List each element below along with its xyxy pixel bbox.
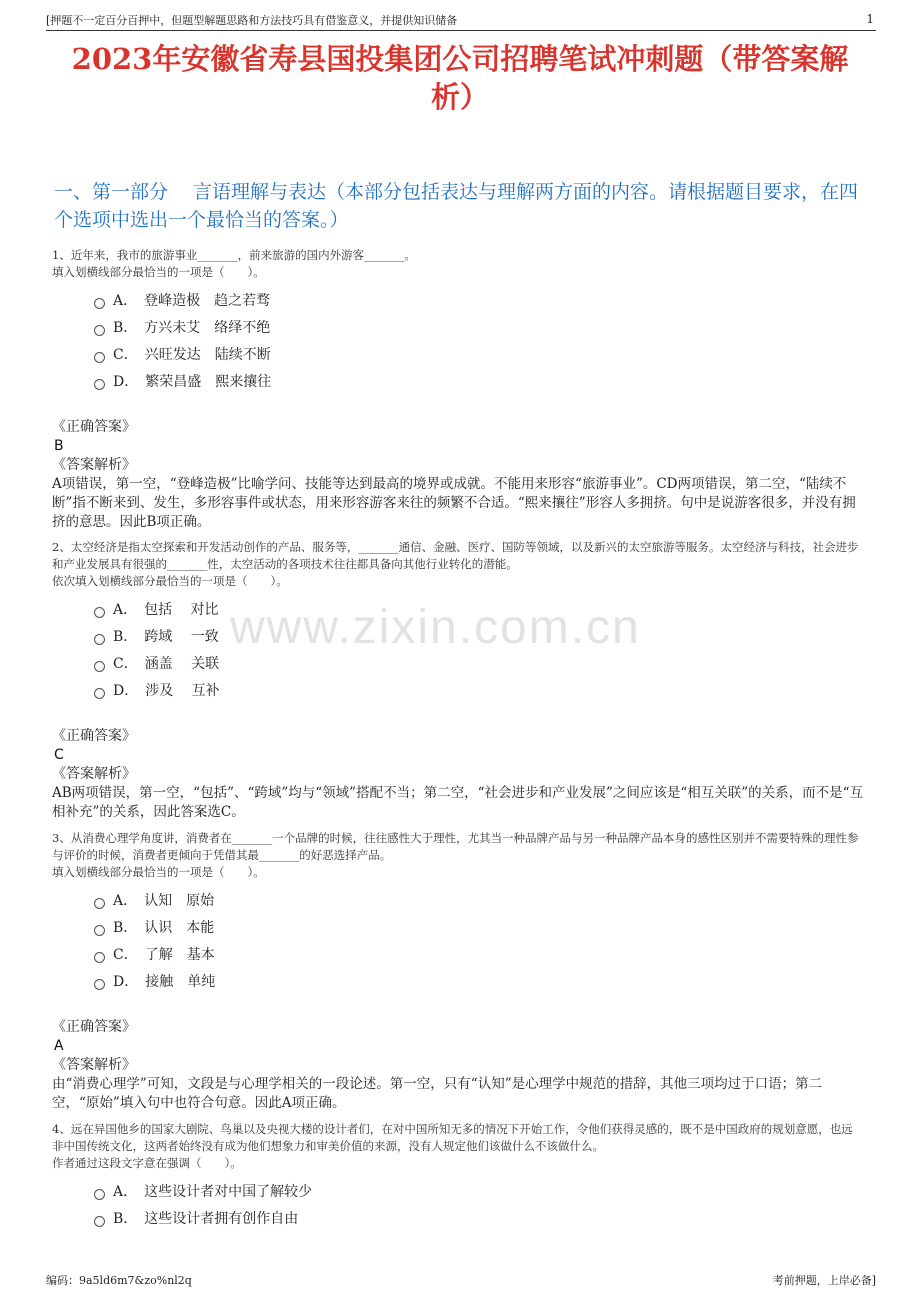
radio-icon[interactable] <box>94 952 105 963</box>
option-a[interactable] <box>94 596 864 623</box>
option-b[interactable] <box>94 914 864 941</box>
document-title: 2023年安徽省寿县国投集团公司招聘笔试冲刺题（带答案解析） <box>71 42 849 114</box>
section-heading: 一、第一部分 言语理解与表达（本部分包括表达与理解两方面的内容。请根据题目要求，在四个选项中选出一个最恰当的答案。） <box>54 181 859 231</box>
analysis-label: 《答案解析》 <box>52 766 136 782</box>
option-a[interactable] <box>94 1178 864 1205</box>
radio-icon[interactable] <box>94 688 105 699</box>
question-2 <box>52 539 864 822</box>
question-stem: 3、从消费心理学角度讲，消费者在_______一个品牌的时候，往往感性大于理性，尤其当一种品牌产品与另一种品牌产品本身的感性区别并不需要特殊的理性参与评价的时候，消费者更倾向于凭借其最_______的好恶选择产品。 <box>52 831 859 862</box>
option-d[interactable] <box>94 677 864 704</box>
option-list <box>94 287 864 395</box>
correct-answer-label: 《正确答案》 <box>52 728 136 744</box>
radio-icon[interactable] <box>94 898 105 909</box>
option-label: A． 认知 原始 <box>113 892 215 909</box>
question-prompt: 填入划横线部分最恰当的一项是（ ）。 <box>52 265 265 279</box>
option-b[interactable] <box>94 314 864 341</box>
option-label: C． 兴旺发达 陆续不断 <box>113 346 271 363</box>
option-label: A． 包括 对比 <box>113 601 219 618</box>
radio-icon[interactable] <box>94 325 105 336</box>
analysis-label: 《答案解析》 <box>52 457 136 473</box>
option-d[interactable] <box>94 968 864 995</box>
radio-icon[interactable] <box>94 298 105 309</box>
question-4 <box>52 1121 864 1232</box>
option-label: D． 接触 单纯 <box>113 973 216 990</box>
radio-icon[interactable] <box>94 634 105 645</box>
option-list <box>94 1178 864 1232</box>
watermark: www.zixin.com.cn <box>230 601 641 654</box>
option-a[interactable] <box>94 287 864 314</box>
question-stem: 2、太空经济是指太空探索和开发活动创作的产品、服务等，_______通信、金融、医疗、国防等领域，以及新兴的太空旅游等服务。太空经济与科技，社会进步和产业发展具有很强的_______性，太空活动的各项技术往往都具备向其他行业转化的潜能。 <box>52 540 859 571</box>
option-label: B． 认识 本能 <box>113 919 215 936</box>
option-label: C． 涵盖 关联 <box>113 655 220 672</box>
radio-icon[interactable] <box>94 661 105 672</box>
option-c[interactable] <box>94 941 864 968</box>
question-prompt: 填入划横线部分最恰当的一项是（ ）。 <box>52 865 265 879</box>
question-1 <box>52 247 864 532</box>
footer-slogan: 考前押题，上岸必备] <box>772 1274 876 1287</box>
option-label: A． 这些设计者对中国了解较少 <box>113 1183 313 1200</box>
option-label: B． 方兴未艾 络绎不绝 <box>113 319 271 336</box>
option-label: A． 登峰造极 趋之若骛 <box>113 292 271 309</box>
question-3 <box>52 830 864 1113</box>
option-a[interactable] <box>94 887 864 914</box>
correct-answer-label: 《正确答案》 <box>52 419 136 435</box>
option-c[interactable] <box>94 341 864 368</box>
correct-answer: B <box>54 438 64 454</box>
option-list <box>94 887 864 995</box>
option-b[interactable] <box>94 623 864 650</box>
answer-analysis: A项错误，第一空，“登峰造极”比喻学问、技能等达到最高的境界或成就。不能用来形容“旅游事业”。CD两项错误，第二空，“陆续不断”指不断来到、发生，多形容事件或状态，用来形容游客来往的频繁不合适。“熙来攘往”形容人多拥挤。句中是说游客很多，并没有拥挤的意思。因此B项正确。 <box>52 476 856 530</box>
header-text: [押题不一定百分百押中，但题型解题思路和方法技巧具有借鉴意义，并提供知识储备 <box>46 14 458 27</box>
radio-icon[interactable] <box>94 1189 105 1200</box>
page-header <box>46 12 876 31</box>
option-label: C． 了解 基本 <box>113 946 215 963</box>
option-d[interactable] <box>94 368 864 395</box>
radio-icon[interactable] <box>94 925 105 936</box>
radio-icon[interactable] <box>94 352 105 363</box>
page-number: 1 <box>866 12 874 26</box>
radio-icon[interactable] <box>94 379 105 390</box>
radio-icon[interactable] <box>94 1216 105 1227</box>
correct-answer-label: 《正确答案》 <box>52 1019 136 1035</box>
answer-analysis: AB两项错误，第一空，“包括”、“跨域”均与“领域”搭配不当；第二空，“社会进步和产业发展”之间应该是“相互关联”的关系，而不是“互相补充”的关系，因此答案选C。 <box>52 785 864 820</box>
question-stem: 4、远在异国他乡的国家大剧院、鸟巢以及央视大楼的设计者们，在对中国所知无多的情况下开始工作，令他们获得灵感的，既不是中国政府的规划意愿，也远非中国传统文化，这两者始终没有成为他们想象力和审美价值的来源，没有人规定他们该做什么不该做什么。 <box>52 1122 853 1153</box>
option-b[interactable] <box>94 1205 864 1232</box>
radio-icon[interactable] <box>94 979 105 990</box>
option-label: D． 繁荣昌盛 熙来攘往 <box>113 373 272 390</box>
footer-code: 编码：9a5ld6m7&zo%nl2q <box>46 1274 192 1287</box>
question-prompt: 依次填入划横线部分最恰当的一项是（ ）。 <box>52 574 288 588</box>
correct-answer: C <box>54 747 64 763</box>
question-stem: 1、近年来，我市的旅游事业_______，前来旅游的国内外游客_______。 <box>52 248 416 262</box>
option-label: D． 涉及 互补 <box>113 682 220 699</box>
question-prompt: 作者通过这段文字意在强调（ ）。 <box>52 1156 242 1170</box>
option-label: B． 这些设计者拥有创作自由 <box>113 1210 299 1227</box>
radio-icon[interactable] <box>94 607 105 618</box>
analysis-label: 《答案解析》 <box>52 1057 136 1073</box>
correct-answer: A <box>54 1038 64 1054</box>
option-label: B． 跨域 一致 <box>113 628 219 645</box>
option-c[interactable] <box>94 650 864 677</box>
answer-analysis: 由“消费心理学”可知，文段是与心理学相关的一段论述。第一空，只有“认知”是心理学中规范的措辞，其他三项均过于口语；第二空，“原始”填入句中也符合句意。因此A项正确。 <box>52 1076 823 1111</box>
option-list <box>94 596 864 704</box>
